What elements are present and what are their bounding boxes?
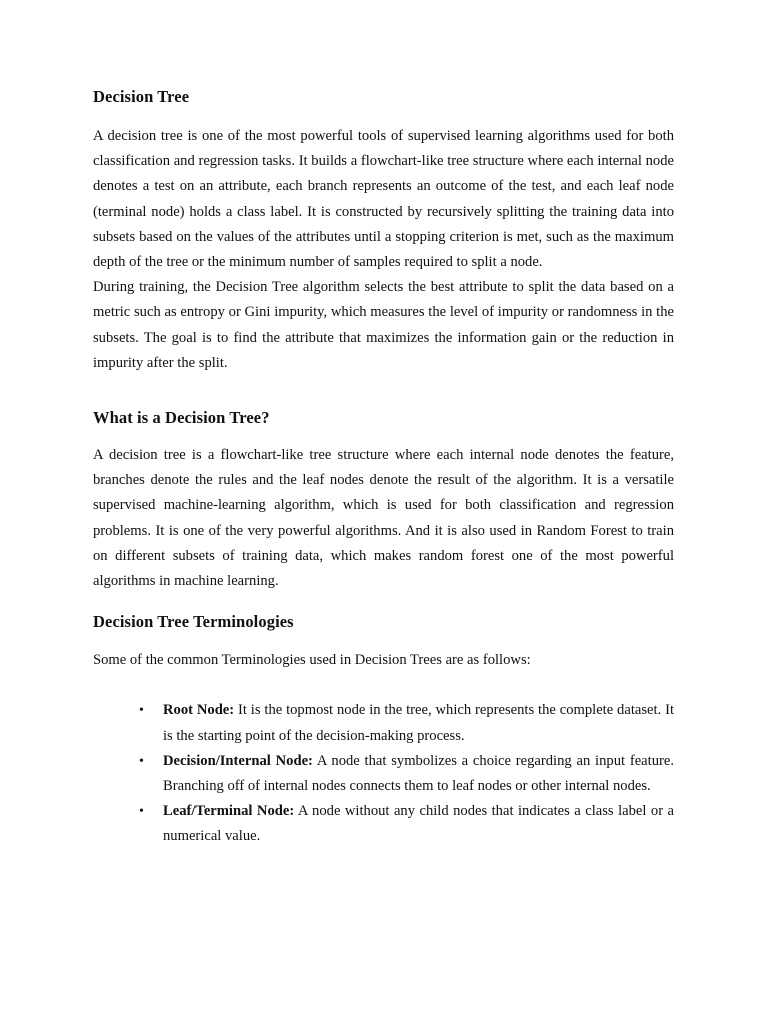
- term-description: A node that symbolizes a choice regarding an input feature. Branching off of internal nodes connects them to leaf nodes or other internal nodes.: [163, 752, 674, 795]
- list-item-internal-node: [139, 749, 674, 799]
- terminology-list: [93, 698, 674, 849]
- document-body: [93, 86, 674, 850]
- bullet-icon: •: [139, 804, 144, 820]
- section-heading-what-is: What is a Decision Tree?: [93, 408, 270, 428]
- term-label: Decision/Internal Node:: [163, 752, 313, 769]
- list-item-root-node: [139, 698, 675, 748]
- list-item-leaf-node: [139, 799, 674, 849]
- paragraph-decision-tree-intro: A decision tree is one of the most powerful tools of supervised learning algorithms used for both classification and regression tasks. It builds a flowchart-like tree structure where each internal node denotes a test on an attribute, each branch represents an outcome of the test, and each leaf node (terminal node) holds a class label. It is constructed by recursively splitting the training data into subsets based on the values of the attributes until a stopping criterion is met, such as the maximum depth of the tree or the minimum number of samples required to split a node.: [93, 128, 674, 271]
- section-heading-decision-tree: Decision Tree: [93, 87, 190, 106]
- paragraph-decision-tree-training: During training, the Decision Tree algorithm selects the best attribute to split the data based on a metric such as entropy or Gini impurity, which measures the level of impurity or randomness in the subsets. The goal is to find the attribute that maximizes the information gain or the reduction in impurity after the split.: [93, 279, 674, 371]
- term-label: Root Node:: [163, 702, 235, 719]
- bullet-icon: •: [139, 753, 144, 769]
- term-description: A node without any child nodes that indicates a class label or a numerical value.: [163, 803, 674, 845]
- term-description: It is the topmost node in the tree, which represents the complete dataset. It is the starting point of the decision-making process.: [163, 702, 675, 744]
- paragraph-what-is: A decision tree is a flowchart-like tree structure where each internal node denotes the feature, branches denote the rules and the leaf nodes denote the result of the algorithm. It is a versatile supervised machine-learning algorithm, which is used for both classification and regression problems. It is one of the very powerful algorithms. And it is also used in Random Forest to train on different subsets of training data, which makes random forest one of the most powerful algorithms in machine learning.: [93, 447, 674, 590]
- section-heading-terminologies: Decision Tree Terminologies: [93, 612, 294, 632]
- paragraph-terminologies-intro: Some of the common Terminologies used in Decision Trees are as follows:: [93, 652, 531, 669]
- bullet-icon: •: [139, 703, 144, 719]
- term-label: Leaf/Terminal Node:: [163, 803, 295, 820]
